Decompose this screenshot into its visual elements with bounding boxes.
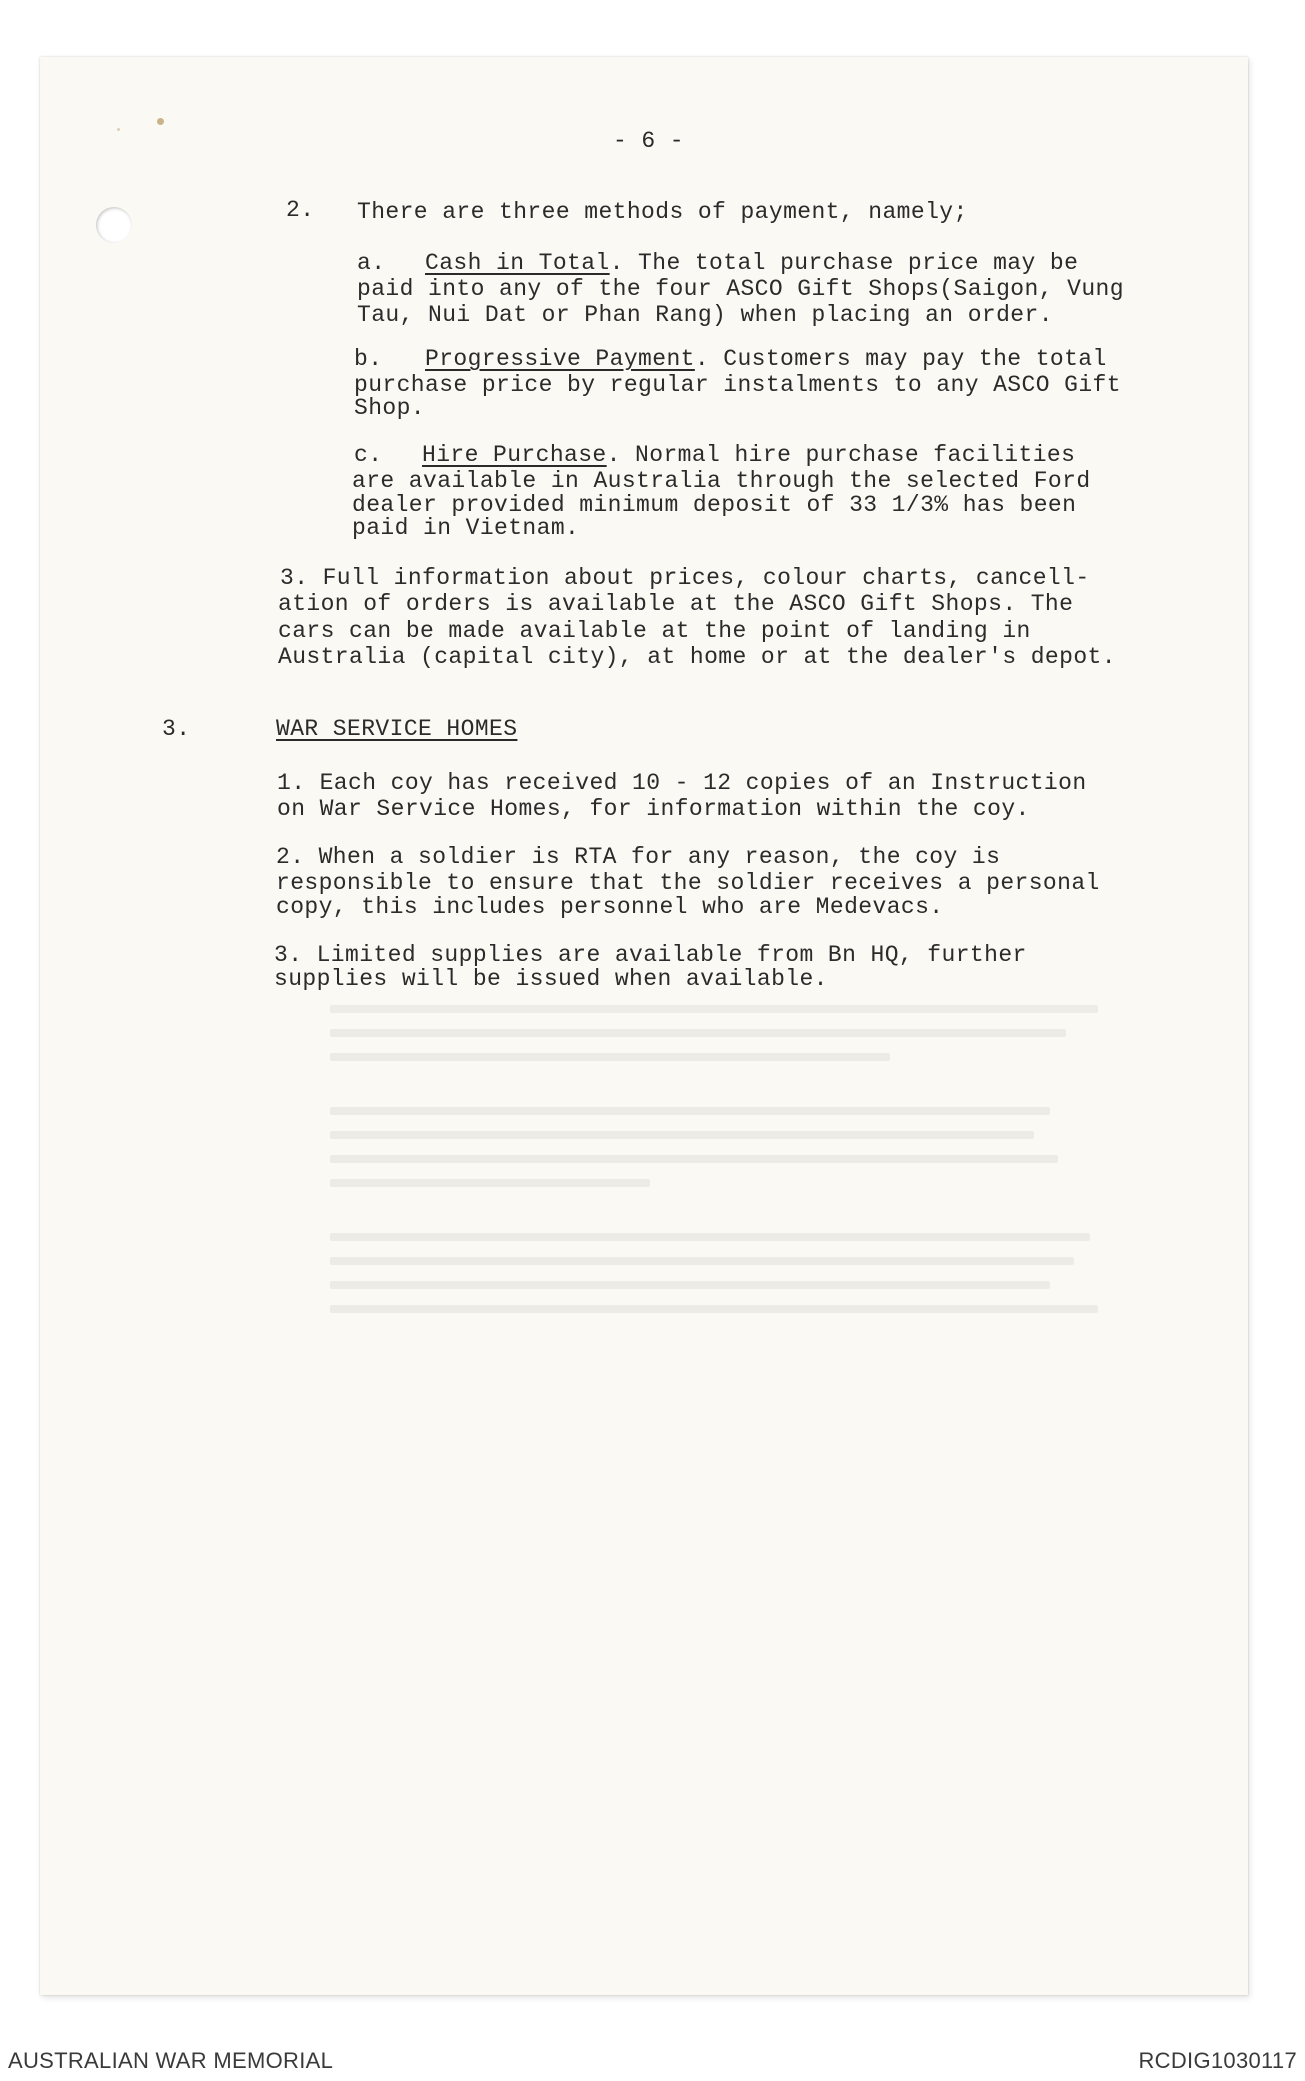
payment-b-title: Progressive Payment — [425, 346, 695, 372]
footer-record-id: RCDIG1030117 — [1138, 2048, 1297, 2073]
info-line-4: Australia (capital city), at home or at the dealer's depot. — [278, 644, 1116, 670]
payment-c-line-2: are available in Australia through the selected Ford — [352, 468, 1091, 494]
payment-number: 2. — [286, 197, 315, 223]
payment-a-paragraph — [425, 251, 1078, 275]
war-service-p3-line-2: supplies will be issued when available. — [274, 966, 828, 992]
war-service-p2-line-3: copy, this includes personnel who are Medevacs. — [276, 894, 944, 920]
war-service-number: 3. — [162, 716, 191, 742]
payment-b-line-1: . Customers may pay the total — [694, 346, 1107, 372]
war-service-p2-line-1: 2. When a soldier is RTA for any reason, the coy is — [276, 844, 1001, 870]
payment-b-label: b. — [354, 346, 383, 372]
payment-a-line-3: Tau, Nui Dat or Phan Rang) when placing an order. — [357, 302, 1053, 328]
payment-b-line-3: Shop. — [354, 395, 426, 421]
page-number: - 6 - — [613, 128, 685, 154]
punch-hole — [96, 207, 132, 243]
war-service-p1-line-1: 1. Each coy has received 10 - 12 copies of an Instruction — [277, 770, 1087, 796]
payment-a-line-1: . The total purchase price may be — [609, 250, 1079, 276]
war-service-p2-line-2: responsible to ensure that the soldier receives a personal — [276, 870, 1100, 896]
payment-b-paragraph — [425, 347, 1107, 371]
payment-b-line-2: purchase price by regular instalments to any ASCO Gift — [354, 372, 1121, 398]
war-service-p3-line-1: 3. Limited supplies are available from Bn HQ, further — [274, 942, 1027, 968]
payment-a-title: Cash in Total — [425, 250, 610, 276]
info-line-1: 3. Full information about prices, colour charts, cancell- — [280, 565, 1090, 591]
payment-c-title: Hire Purchase — [422, 442, 607, 468]
payment-c-paragraph — [422, 443, 1075, 467]
payment-c-line-4: paid in Vietnam. — [352, 515, 580, 541]
footer-institution: AUSTRALIAN WAR MEMORIAL — [8, 2048, 334, 2073]
payment-a-label: a. — [357, 250, 386, 276]
war-service-p1-line-2: on War Service Homes, for information within the coy. — [277, 796, 1030, 822]
war-service-heading: WAR SERVICE HOMES — [276, 716, 518, 742]
bleed-through-text — [330, 1005, 1130, 1329]
payment-c-label: c. — [354, 442, 383, 468]
payment-c-line-1: . Normal hire purchase facilities — [606, 442, 1076, 468]
payment-a-line-2: paid into any of the four ASCO Gift Shops(Saigon, Vung — [357, 276, 1124, 302]
payment-intro: There are three methods of payment, namely; — [357, 199, 968, 225]
paper-speck — [157, 118, 164, 125]
info-line-2: ation of orders is available at the ASCO Gift Shops. The — [278, 591, 1074, 617]
info-line-3: cars can be made available at the point of landing in — [278, 618, 1031, 644]
paper-speck — [117, 128, 120, 131]
payment-c-line-3: dealer provided minimum deposit of 33 1/3% has been — [352, 492, 1077, 518]
